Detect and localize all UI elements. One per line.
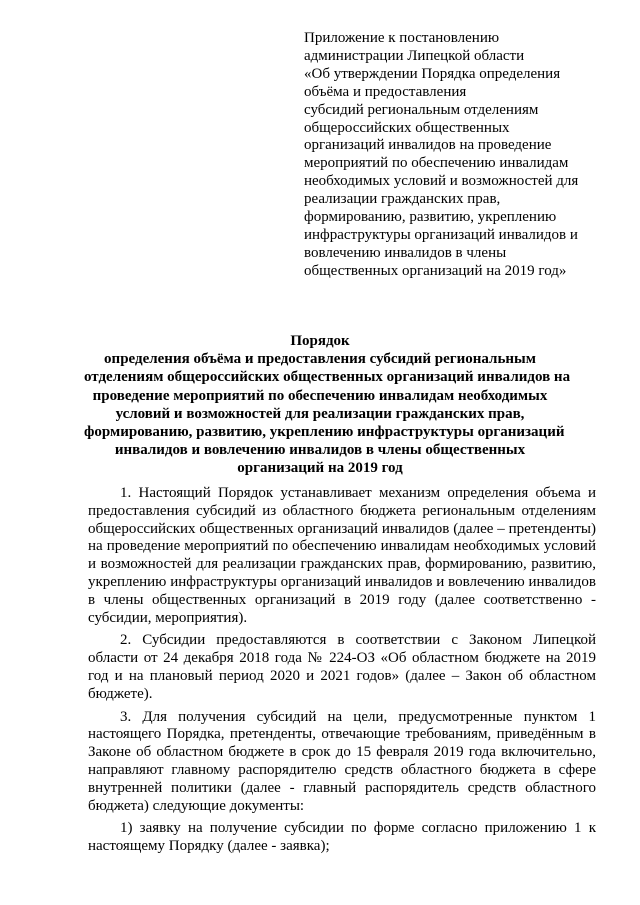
paragraph-1: 1. Настоящий Порядок устанавливает механизм определения объема и предоставления субсидий из областного бюджета региональным отделениям общероссийских общественных организаций инвалидов (далее – претенденты) на проведение мероприятий по обеспечению инвалидам необходимых условий и возможностей для реализации гражданских прав, формированию, развитию, укреплению инфраструктуры организаций инвалидов и вовлечению инвалидов в члены общественных организаций в 2019 году (далее соответственно - субсидии, мероприятия). — [88, 485, 596, 626]
annex-line: объёма и предоставления — [304, 83, 467, 100]
annex-line: общероссийских общественных — [304, 119, 510, 136]
annex-line: реализации гражданских прав, — [304, 191, 501, 208]
paragraph-3-item-1: 1) заявку на получение субсидии по форме согласно приложению 1 к настоящему Порядку (далее - заявка); — [88, 820, 596, 855]
document-title — [84, 332, 571, 478]
annex-line: инфраструктуры организаций инвалидов и — [304, 226, 578, 243]
annex-line: формированию, развитию, укреплению — [304, 209, 557, 226]
title-line: проведение мероприятий по обеспечению инвалидам необходимых — [92, 387, 548, 404]
annex-note — [304, 30, 604, 281]
document-body — [88, 485, 596, 856]
annex-line: общественных организаций на 2019 год» — [304, 262, 567, 279]
annex-line: организаций инвалидов на проведение — [304, 137, 552, 154]
paragraph-2: 2. Субсидии предоставляются в соответствии с Законом Липецкой области от 24 декабря 2018 года № 224-ОЗ «Об областном бюджете на 2019 год и на плановый период 2020 и 2021 годов» (далее – Закон об областном бюджете). — [88, 632, 596, 702]
title-line: инвалидов и вовлечению инвалидов в члены общественных — [114, 442, 526, 459]
annex-line: субсидий региональным отделениям — [304, 101, 539, 118]
annex-line: «Об утверждении Порядка определения — [304, 65, 561, 82]
title-line: отделениям общероссийских общественных организаций инвалидов на — [84, 369, 571, 386]
annex-line: администрации Липецкой области — [304, 47, 525, 64]
annex-line: необходимых условий и возможностей для — [304, 173, 579, 190]
title-line: определения объёма и предоставления субсидий региональным — [104, 351, 536, 368]
title-heading: Порядок — [290, 333, 350, 349]
annex-line: Приложение к постановлению — [304, 30, 500, 46]
title-line: формированию, развитию, укреплению инфраструктуры организаций — [84, 424, 565, 441]
title-line: условий и возможностей для реализации гражданских прав, — [115, 405, 525, 422]
annex-line: вовлечению инвалидов в члены — [304, 244, 507, 261]
annex-line: мероприятий по обеспечению инвалидам — [304, 155, 569, 172]
paragraph-3: 3. Для получения субсидий на цели, предусмотренные пунктом 1 настоящего Порядка, претенденты, отвечающие требованиям, приведённым в Законе об областном бюджете в срок до 15 февраля 2019 года включительно, направляют главному распорядителю средств областного бюджета в сфере внутренней политики (далее - главный распорядитель средств областного бюджета) следующие документы: — [88, 708, 596, 814]
title-line: организаций на 2019 год — [237, 460, 403, 477]
